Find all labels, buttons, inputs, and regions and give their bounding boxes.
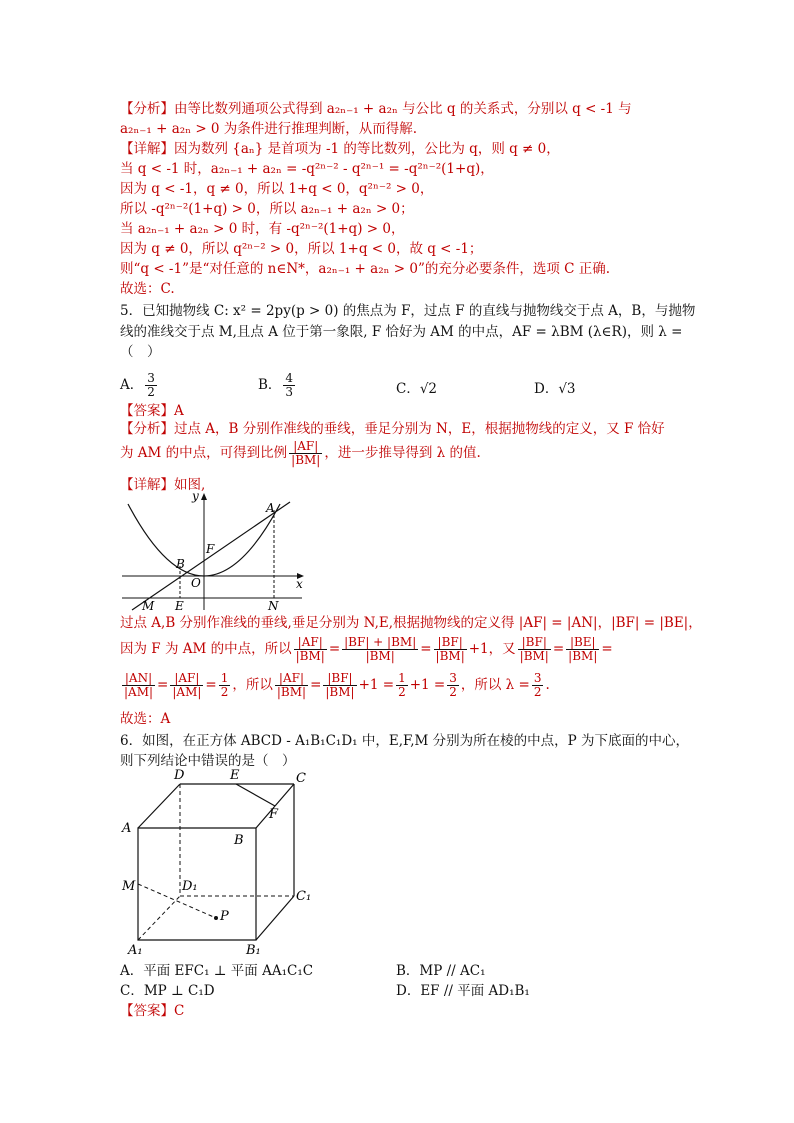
edge-f-c [275,784,294,806]
segment-e-f [236,784,275,806]
q6-stem-line2: 则下列结论中错误的是（ ） [120,753,296,769]
label-d: D [174,768,185,783]
edge-a-d [138,784,180,828]
hidden-edge-a1-d1 [138,896,180,940]
q5-detail-line4: $\frac{|AN|}{|AM|}$ = $\frac{|AF|}{|AM|}$ = $\frac{1}{2}$ ，所以 $\frac{|AF|}{|BM|}$ = $\frac{|BF|}{|BM|}$ +1 = $\frac{1}{2}$ +1 = $\frac{3}{2}$ ，所以 λ = $\frac{3}{2}$ . [124,671,550,699]
label-b: B [234,833,244,848]
label-a: A [122,821,132,836]
label-c1: C₁ [296,889,312,904]
q4-detail-line4: 所以 -q²ⁿ⁻²(1+q) > 0，所以 a₂ₙ₋₁ + a₂ₙ > 0； [120,201,414,217]
q5-option-d[interactable]: D．√3 [534,381,576,397]
parabola-figure [118,490,308,612]
q5-options [120,366,720,402]
fraction: $\frac{3}{2}$ [449,671,457,699]
q6-answer: 【答案】C [120,1003,185,1019]
fraction: $\frac{3}{2}$ [147,371,155,399]
label-m: M [142,599,155,612]
q6-stem-line1: 6．如图，在正方体 ABCD - A₁B₁C₁D₁ 中，E,F,M 分别为所在棱的中点，P 为下底面的中心， [120,733,690,749]
q5-detail-line3: 因为 F 为 AM 的中点，所以 $\frac{|AF|}{|BM|}$ = $\frac{|BF| + |BM|}{|BM|}$ = $\frac{|BF|}{|BM|}$ +1，又 $\frac{|BF|}{|BM|}$ = $\frac{|BE|}{|BM|}$ = [120,635,613,663]
q5-detail-line1: 【详解】如图, [120,477,206,493]
label-d1: D₁ [182,879,198,894]
label-o: O [191,576,201,590]
q4-analysis-line1: 【分析】由等比数列通项公式得到 a₂ₙ₋₁ + a₂ₙ 与公比 q 的关系式，分别以 q < -1 与 [120,101,632,117]
point-p [214,916,218,920]
y-axis-arrow [201,493,207,500]
analysis-tag: 【分析】 [120,101,174,117]
q4-detail-line7: 则“q < -1”是“对任意的 n∈N*，a₂ₙ₋₁ + a₂ₙ > 0”的充分必要条件，选项 C 正确. [120,261,611,277]
q6-option-d[interactable]: D．EF // 平面 AD₁B₁ [396,983,530,999]
fraction: $\frac{|BF| + |BM|}{|BM|}$ [344,635,417,663]
fraction: $\frac{|BF|}{|BM|}$ [435,635,465,663]
label-a1: A₁ [128,943,143,956]
label-p: P [220,909,229,924]
q5-answer: 【答案】A [120,403,184,419]
q6-option-a[interactable]: A．平面 EFC₁ ⊥ 平面 AA₁C₁C [120,963,314,979]
fraction: $\frac{|BF|}{|BM|}$ [325,671,355,699]
cube-figure [118,768,318,956]
fraction: $\frac{4}{3}$ [285,371,294,399]
q4-detail-line2: 当 q < -1 时，a₂ₙ₋₁ + a₂ₙ = -q²ⁿ⁻² - q²ⁿ⁻¹ = -q²ⁿ⁻²(1+q)， [120,161,494,177]
fraction: $\frac{|AF|}{|BM|}$ [295,635,325,663]
detail-tag: 【详解】 [120,141,174,157]
q5-option-b[interactable]: B． $\frac{4}{3}$ [258,371,294,399]
fraction: $\frac{|BF|}{|BM|}$ [519,635,549,663]
fraction: $\frac{|AF|}{|AM|}$ [172,671,202,699]
fraction: $\frac{|AF|}{|BM|}$ [291,439,321,467]
q4-choose: 故选：C. [120,281,175,297]
fraction: $\frac{3}{2}$ [533,671,542,699]
fraction: $\frac{|BE|}{|BM|}$ [568,635,598,663]
q4-analysis-line2: a₂ₙ₋₁ + a₂ₙ > 0 为条件进行推理判断，从而得解. [120,121,418,137]
edge-b1-c1 [256,896,294,940]
q5-detail-line2: 过点 A,B 分别作准线的垂线,垂足分别为 N,E,根据抛物线的定义得 |AF| = |AN|，|BF| = |BE|， [120,615,702,631]
q6-options [120,962,680,1002]
fraction: $\frac{1}{2}$ [220,671,229,699]
label-e: E [175,599,184,612]
label-m: M [122,879,136,894]
label-b1: B₁ [246,943,261,956]
label-e: E [230,768,240,783]
label-a: A [266,501,275,515]
q4-detail-line3: 因为 q < -1，q ≠ 0，所以 1+q < 0，q²ⁿ⁻² > 0， [120,181,434,197]
q5-choose: 故选：A [120,711,171,727]
q5-option-c[interactable]: C．√2 [396,381,438,397]
chord-line [132,502,290,610]
q5-option-a[interactable]: A． $\frac{3}{2}$ [120,371,155,399]
label-c: C [296,771,306,786]
label-x: x [296,577,303,591]
label-b: B [176,557,185,571]
q5-analysis-line1: 【分析】过点 A，B 分别作准线的垂线，垂足分别为 N，E，根据抛物线的定义，又 F 恰好 [120,421,665,437]
q4-detail-line6: 因为 q ≠ 0，所以 q²ⁿ⁻² > 0，所以 1+q < 0，故 q < -1； [120,241,483,257]
label-y: y [192,490,199,503]
segment-m-p [138,884,216,918]
fraction: $\frac{|AF|}{|BM|}$ [276,671,307,699]
q5-analysis-line2: 为 AM 的中点，可得到比例 $\frac{|AF|}{|BM|}$ ，进一步推导得到 λ 的值. [120,439,481,467]
label-f: F [269,807,279,822]
label-n: N [268,599,279,612]
label-f: F [206,542,215,556]
q6-option-b[interactable]: B．MP // AC₁ [396,963,486,979]
q5-stem-line1: 5．已知抛物线 C: x² = 2py(p > 0) 的焦点为 F，过点 F 的直线与抛物线交于点 A，B，与抛物 [120,303,696,319]
q4-detail-line5: 当 a₂ₙ₋₁ + a₂ₙ > 0 时，有 -q²ⁿ⁻²(1+q) > 0， [120,221,405,237]
fraction: $\frac{|AN|}{|AM|}$ [124,671,154,699]
fraction: $\frac{1}{2}$ [398,671,406,699]
q4-detail-line1: 【详解】因为数列 {aₙ} 是首项为 -1 的等比数列，公比为 q，则 q ≠ 0， [120,141,560,157]
q5-stem-line2: 线的准线交于点 M,且点 A 位于第一象限, F 恰好为 AM 的中点，AF = λBM (λ∈R)，则 λ = [120,324,683,340]
q6-option-c[interactable]: C．MP ⊥ C₁D [120,983,215,999]
q5-stem-line3: （ ） [120,344,161,360]
